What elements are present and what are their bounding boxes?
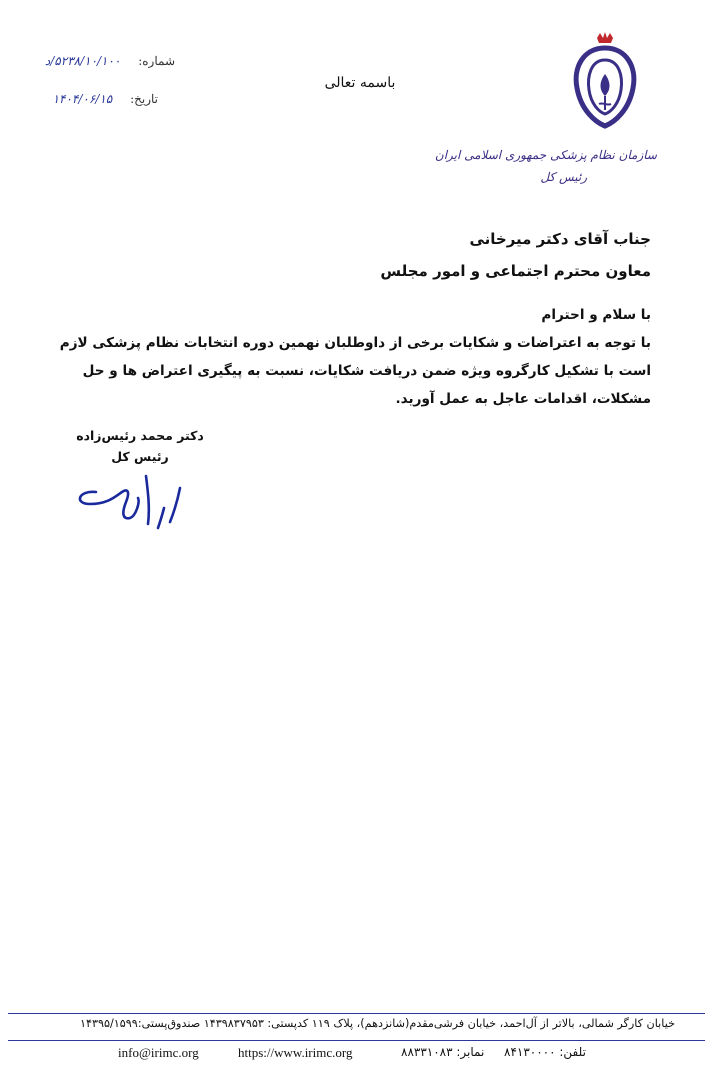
number-label: شماره: [138, 54, 175, 68]
footer-divider-bottom [8, 1040, 705, 1041]
signer-title: رئیس کل [111, 449, 169, 464]
letter-body [51, 301, 651, 413]
recipient-name: جناب آقای دکتر میرخانی [469, 230, 651, 248]
bismillah-heading: باسمه تعالی [324, 75, 396, 91]
recipient-title: معاون محترم اجتماعی و امور مجلس [380, 262, 651, 280]
body-paragraph: با توجه به اعتراضات و شکایات برخی از داوطلبان نهمین دوره انتخابات نظام پزشکی لازم است با تشکیل کارگروه ویژه ضمن دریافت شکایات، نسبت به پیگیری اعتراض ها و حل مشکلات، اقدامات عاجل به عمل آورید. [59, 335, 651, 407]
letter-number [45, 54, 175, 68]
website-link[interactable]: https://www.irimc.org [238, 1045, 353, 1060]
fax-number: نمابر: ۸۸۳۳۱۰۸۳ [401, 1045, 485, 1059]
organization-logo [434, 30, 685, 185]
date-label: تاریخ: [130, 92, 158, 106]
email-link[interactable]: info@irimc.org [118, 1045, 199, 1060]
date-value: ۱۴۰۴/۰۶/۱۵ [52, 92, 113, 106]
letter-date [53, 92, 158, 106]
footer-address: خیابان کارگر شمالی، بالاتر از آل‌احمد، خیابان فرشی‌مقدم(شانزدهم)، پلاک ۱۱۹ کدپستی: ۱۴۳۹۸۳۷۹۵۳ صندوق‌پستی:۱۴۳۹۵/۱۵۹۹ [79, 1017, 675, 1030]
footer-divider-top [8, 1013, 705, 1014]
handwritten-signature [68, 462, 198, 532]
phone-number: تلفن: ۸۴۱۳۰۰۰۰ [504, 1045, 586, 1059]
organization-name: سازمان نظام پزشکی جمهوری اسلامی ایران [434, 148, 657, 162]
emblem-icon [565, 30, 645, 130]
organization-office: رئیس کل [540, 170, 587, 184]
greeting: با سلام و احترام [541, 307, 651, 323]
number-value: ۵۲۳۸/۱۰/۱۰۰/د [44, 54, 121, 68]
signer-name: دکتر محمد رئیس‌زاده [76, 428, 204, 443]
